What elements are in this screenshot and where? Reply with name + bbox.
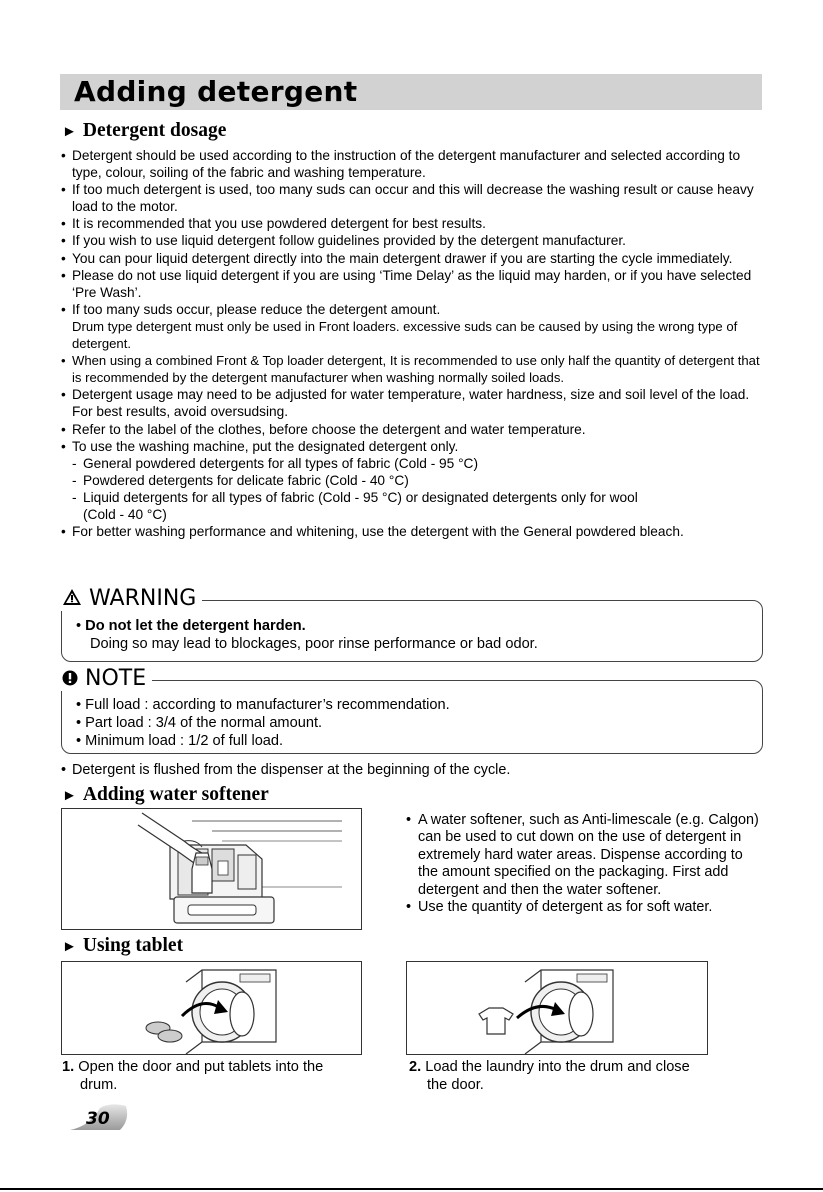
note-item-text: Part load : 3/4 of the normal amount. [85,715,323,731]
dosage-item: - General powdered detergents for all types of fabric (Cold - 95 °C) [61,455,761,472]
dosage-item: Drum type detergent must only be used in Front loaders. excessive suds can be caused by using the wrong type of detergent. [72,318,738,352]
flush-list [61,762,761,779]
page-title: Adding detergent [74,75,358,108]
dosage-item: - Liquid detergents for all types of fabric (Cold - 95 °C) or designated detergents only for wool [61,489,761,506]
title-bar [60,74,762,110]
step-1-text: Open the door and put tablets into the drum. [78,1059,324,1093]
dosage-item: • If too much detergent is used, too many suds can occur and this will decrease the washing result or cause heavy load to the motor. [61,181,761,215]
dosage-item: (Cold - 40 °C) [83,506,167,522]
note-item: • Minimum load : 1/2 of full load. [76,733,284,749]
dosage-list [61,147,761,540]
triangle-arrow-icon: ► [62,124,77,140]
dosage-item: • You can pour liquid detergent directly into the main detergent drawer if you are starting the cycle immediately. [61,250,761,267]
dosage-heading [62,120,226,143]
dosage-item: • For better washing performance and whitening, use the detergent with the General powdered bleach. [61,523,761,540]
note-item-text: Full load : according to manufacturer’s recommendation. [85,697,450,713]
tablets-into-drum-image [62,962,361,1054]
note-label-text: NOTE [85,666,147,691]
dosage-item: • If too many suds occur, please reduce the detergent amount. [61,301,761,318]
dosage-item: • To use the washing machine, put the designated detergent only. [61,438,761,455]
detergent-drawer-image [62,809,361,929]
step-2-text: Load the laundry into the drum and close the door. [425,1059,690,1093]
tablet-heading [62,935,183,958]
note-box [61,666,763,754]
softener-item: • A water softener, such as Anti-limescale (e.g. Calgon) can be used to cut down on the use of detergent in extremely hard water areas. Dispense according to the amount specified on the packaging. First add detergent and then the water softener. [406,812,766,899]
note-list [76,696,746,750]
dosage-item: • Refer to the label of the clothes, before choose the detergent and water temperature. [61,421,761,438]
tablet-illustration [61,961,362,1055]
page-number: 30 [86,1109,110,1129]
triangle-arrow-icon: ► [62,788,77,804]
softener-item: • Use the quantity of detergent as for soft water. [406,899,766,916]
page-number-badge [70,1104,130,1134]
dosage-item: • Please do not use liquid detergent if you are using ‘Time Delay’ as the liquid may harden, or if you have selected ‘Pre Wash’. [61,267,761,301]
softener-heading [62,784,269,807]
load-laundry-image [407,962,707,1054]
dosage-item: • If you wish to use liquid detergent follow guidelines provided by the detergent manufacturer. [61,232,761,249]
warning-lead: • Do not let the detergent harden. [76,618,306,634]
note-label [58,667,152,691]
warning-body [76,617,746,653]
warning-detail: Doing so may lead to blockages, poor rinse performance or bad odor. [90,636,538,652]
step-1 [62,1058,362,1094]
warning-triangle-icon [62,588,82,606]
note-item-text: Minimum load : 1/2 of full load. [85,733,284,749]
step-2-number: 2. [409,1059,422,1075]
tablet-heading-text: Using tablet [82,935,184,956]
bottom-rule [0,1188,823,1190]
step-2 [409,1058,709,1094]
note-item: • Full load : according to manufacturer’s recommendation. [76,697,450,713]
triangle-arrow-icon: ► [62,939,77,955]
warning-label-text: WARNING [89,586,197,611]
dosage-item: • When using a combined Front & Top loader detergent, It is recommended to use only half the quantity of detergent that is recommended by the detergent manufacturer when washing normally soiled loads. [61,352,761,386]
exclamation-circle-icon [62,670,78,686]
dosage-item: - Powdered detergents for delicate fabric (Cold - 40 °C) [61,472,761,489]
warning-box [61,586,763,662]
softener-heading-text: Adding water softener [82,784,269,805]
softener-list [406,812,766,916]
note-item: • Part load : 3/4 of the normal amount. [76,715,323,731]
dosage-item: • It is recommended that you use powdered detergent for best results. [61,215,761,232]
warning-label [58,587,202,611]
laundry-illustration [406,961,708,1055]
dosage-heading-text: Detergent dosage [82,120,227,141]
warning-lead-text: Do not let the detergent harden. [85,618,306,634]
flush-note: • Detergent is flushed from the dispenser at the beginning of the cycle. [61,762,761,779]
dosage-item: • Detergent should be used according to the instruction of the detergent manufacturer and selected according to type, colour, soiling of the fabric and washing temperature. [61,147,761,181]
softener-drawer-illustration [61,808,362,930]
step-1-number: 1. [62,1059,75,1075]
dosage-item: • Detergent usage may need to be adjusted for water temperature, water hardness, size and soil level of the load. For best results, avoid oversudsing. [61,386,761,420]
